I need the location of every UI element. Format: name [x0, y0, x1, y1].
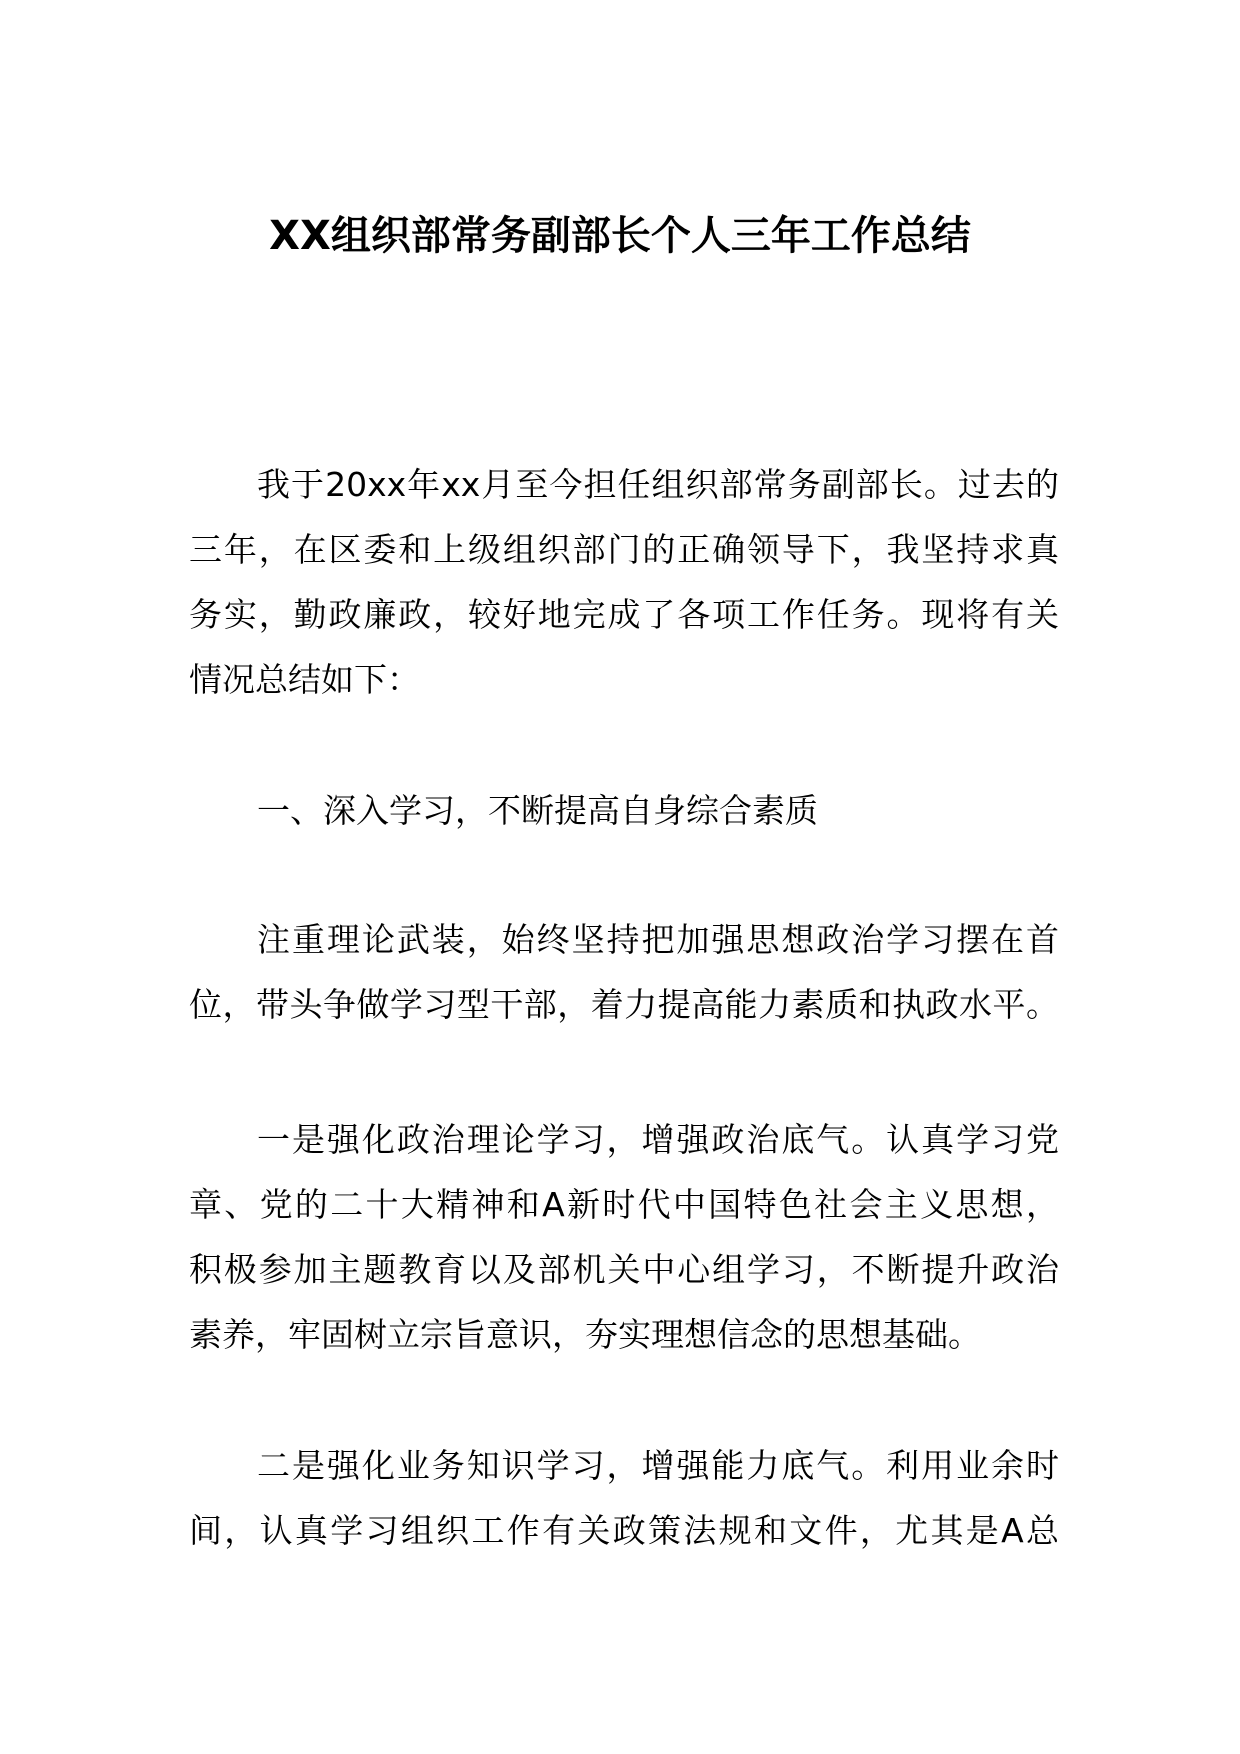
paragraph-intro — [189, 452, 1059, 712]
document-title: XX组织部常务副部长个人三年工作总结 — [269, 213, 971, 259]
text-line: 情况总结如下： — [189, 660, 420, 699]
text-line: 间，认真学习组织工作有关政策法规和文件，尤其是A总 — [189, 1511, 1059, 1550]
text-line: 务实，勤政廉政，较好地完成了各项工作任务。现将有关 — [189, 595, 1059, 634]
text-line: 位，带头争做学习型干部，着力提高能力素质和执政水平。 — [189, 985, 1059, 1024]
text-line: 一、深入学习，不断提高自身综合素质 — [257, 791, 818, 830]
section-heading — [189, 778, 1059, 843]
text-line: 一是强化政治理论学习，增强政治底气。认真学习党 — [257, 1120, 1059, 1159]
text-line: 注重理论武装，始终坚持把加强思想政治学习摆在首 — [257, 920, 1059, 959]
text-line: 积极参加主题教育以及部机关中心组学习，不断提升政治 — [189, 1250, 1059, 1289]
text-line: 章、党的二十大精神和A新时代中国特色社会主义思想， — [189, 1185, 1059, 1224]
paragraph-theory — [189, 907, 1059, 1037]
text-line: 素养，牢固树立宗旨意识，夯实理想信念的思想基础。 — [189, 1315, 981, 1354]
paragraph-point-two — [189, 1433, 1059, 1563]
text-line: 二是强化业务知识学习，增强能力底气。利用业余时 — [257, 1446, 1059, 1485]
text-line: 三年，在区委和上级组织部门的正确领导下，我坚持求真 — [189, 530, 1059, 569]
paragraph-point-one — [189, 1107, 1059, 1367]
text-line: 我于20xx年xx月至今担任组织部常务副部长。过去的 — [257, 465, 1059, 504]
